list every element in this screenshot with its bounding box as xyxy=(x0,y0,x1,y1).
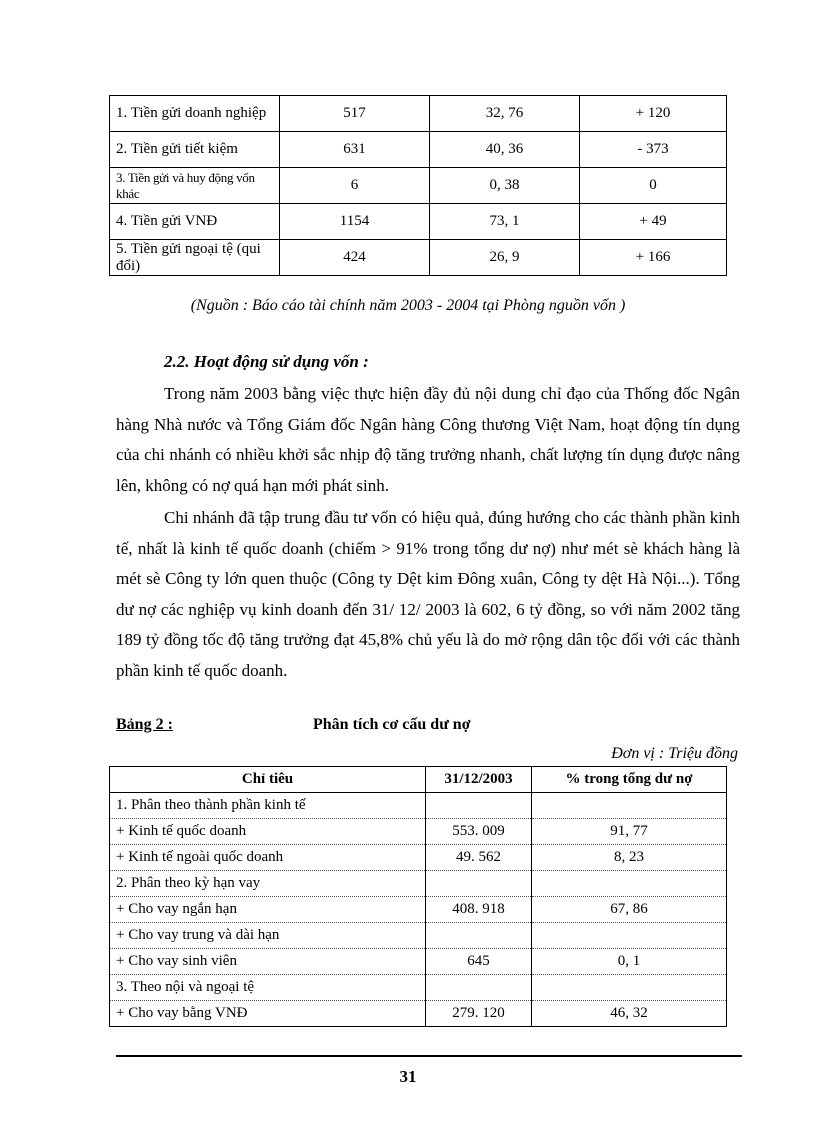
paragraph-text: Chi nhánh đã tập trung đầu tư vốn có hiệu quả, đúng hướng cho các thành phần kinh tế, nhất là kinh tế quốc doanh (chiếm > 91% trong tổng dư nợ) như mét sè khách hàng là mét sè Công ty lớn quen thuộc (Công ty Dệt kim Đông xuân, Công ty dệt Hà Nội...). Tổng dư nợ các nghiệp vụ kinh doanh đến 31/ 12/ 2003 là 602, 6 tỷ đồng, so với năm 2002 tăng 189 tỷ đồng tốc độ tăng trưởng đạt 45,8% chủ yếu là do mở rộng dân tộc đối với các thành phần kinh tế quốc doanh. xyxy=(116,508,740,680)
table-row xyxy=(110,132,727,168)
cell-percent xyxy=(532,871,727,897)
page-number: 31 xyxy=(399,1067,417,1086)
cell-amount xyxy=(426,793,532,819)
unit-note: Đơn vị : Triệu đồng xyxy=(611,745,738,762)
cell-percent: 26, 9 xyxy=(430,240,580,276)
row-label: 3. Tiền gửi và huy động vốn khác xyxy=(110,168,280,204)
cell-percent: 0, 38 xyxy=(430,168,580,204)
table-row xyxy=(110,168,727,204)
row-label: 5. Tiền gửi ngoại tệ (qui đổi) xyxy=(110,240,280,276)
cell-change: + 166 xyxy=(580,240,727,276)
cell-amount: 645 xyxy=(426,949,532,975)
row-label: + Cho vay ngắn hạn xyxy=(110,897,426,923)
row-label: 2. Tiền gửi tiết kiệm xyxy=(110,132,280,168)
cell-value: 631 xyxy=(280,132,430,168)
cell-change: - 373 xyxy=(580,132,727,168)
cell-amount: 279. 120 xyxy=(426,1001,532,1027)
table-row xyxy=(110,949,727,975)
cell-percent: 0, 1 xyxy=(532,949,727,975)
paragraph-text: Trong năm 2003 bằng việc thực hiện đầy đủ nội dung chỉ đạo của Thống đốc Ngân hàng Nhà nước và Tổng Giám đốc Ngân hàng Công thương Việt Nam, hoạt động tín dụng của chi nhánh có nhiều khởi sắc nhịp độ tăng trưởng nhanh, chất lượng tín dụng được nâng lên, không có nợ quá hạn mới phát sinh. xyxy=(116,384,740,495)
table-row xyxy=(110,975,727,1001)
row-label: + Kinh tế ngoài quốc doanh xyxy=(110,845,426,871)
cell-amount: 49. 562 xyxy=(426,845,532,871)
table-row xyxy=(110,240,727,276)
row-label: + Cho vay trung và dài hạn xyxy=(110,923,426,949)
cell-percent xyxy=(532,923,727,949)
cell-percent: 40, 36 xyxy=(430,132,580,168)
table-row xyxy=(110,871,727,897)
row-label: + Kinh tế quốc doanh xyxy=(110,819,426,845)
cell-change: + 49 xyxy=(580,204,727,240)
column-header: Chỉ tiêu xyxy=(110,767,426,793)
column-header: % trong tổng dư nợ xyxy=(532,767,727,793)
cell-percent xyxy=(532,793,727,819)
table-row xyxy=(110,897,727,923)
table-row xyxy=(110,204,727,240)
deposit-table xyxy=(109,95,727,276)
row-label: 1. Tiền gửi doanh nghiệp xyxy=(110,96,280,132)
cell-value: 1154 xyxy=(280,204,430,240)
cell-value: 517 xyxy=(280,96,430,132)
table-row xyxy=(110,1001,727,1027)
cell-amount: 408. 918 xyxy=(426,897,532,923)
table-label: Bảng 2 : xyxy=(116,716,173,733)
section-title: 2.2. Hoạt động sử dụng vốn : xyxy=(164,352,369,371)
cell-percent: 32, 76 xyxy=(430,96,580,132)
table-row xyxy=(110,819,727,845)
cell-value: 424 xyxy=(280,240,430,276)
cell-percent: 73, 1 xyxy=(430,204,580,240)
cell-change: + 120 xyxy=(580,96,727,132)
header-row xyxy=(110,767,727,793)
column-header: 31/12/2003 xyxy=(426,767,532,793)
row-label: 2. Phân theo kỳ hạn vay xyxy=(110,871,426,897)
table-row xyxy=(110,923,727,949)
row-label: + Cho vay sinh viên xyxy=(110,949,426,975)
paragraph-1 xyxy=(116,379,740,501)
table-row xyxy=(110,793,727,819)
cell-percent: 67, 86 xyxy=(532,897,727,923)
cell-percent xyxy=(532,975,727,1001)
cell-percent: 46, 32 xyxy=(532,1001,727,1027)
footer-rule xyxy=(116,1055,742,1057)
row-label: + Cho vay bằng VNĐ xyxy=(110,1001,426,1027)
cell-amount xyxy=(426,975,532,1001)
table-row xyxy=(110,96,727,132)
cell-change: 0 xyxy=(580,168,727,204)
loan-structure-table xyxy=(109,766,727,1027)
cell-amount xyxy=(426,871,532,897)
source-note: (Nguồn : Báo cáo tài chính năm 2003 - 2004 tại Phòng nguồn vốn ) xyxy=(190,297,626,314)
cell-percent: 91, 77 xyxy=(532,819,727,845)
cell-value: 6 xyxy=(280,168,430,204)
row-label: 1. Phân theo thành phần kinh tế xyxy=(110,793,426,819)
cell-amount: 553. 009 xyxy=(426,819,532,845)
row-label: 3. Theo nội và ngoại tệ xyxy=(110,975,426,1001)
cell-percent: 8, 23 xyxy=(532,845,727,871)
row-label: 4. Tiền gửi VNĐ xyxy=(110,204,280,240)
table-row xyxy=(110,845,727,871)
paragraph-2 xyxy=(116,503,740,686)
table-title: Phân tích cơ cấu dư nợ xyxy=(313,716,471,733)
cell-amount xyxy=(426,923,532,949)
